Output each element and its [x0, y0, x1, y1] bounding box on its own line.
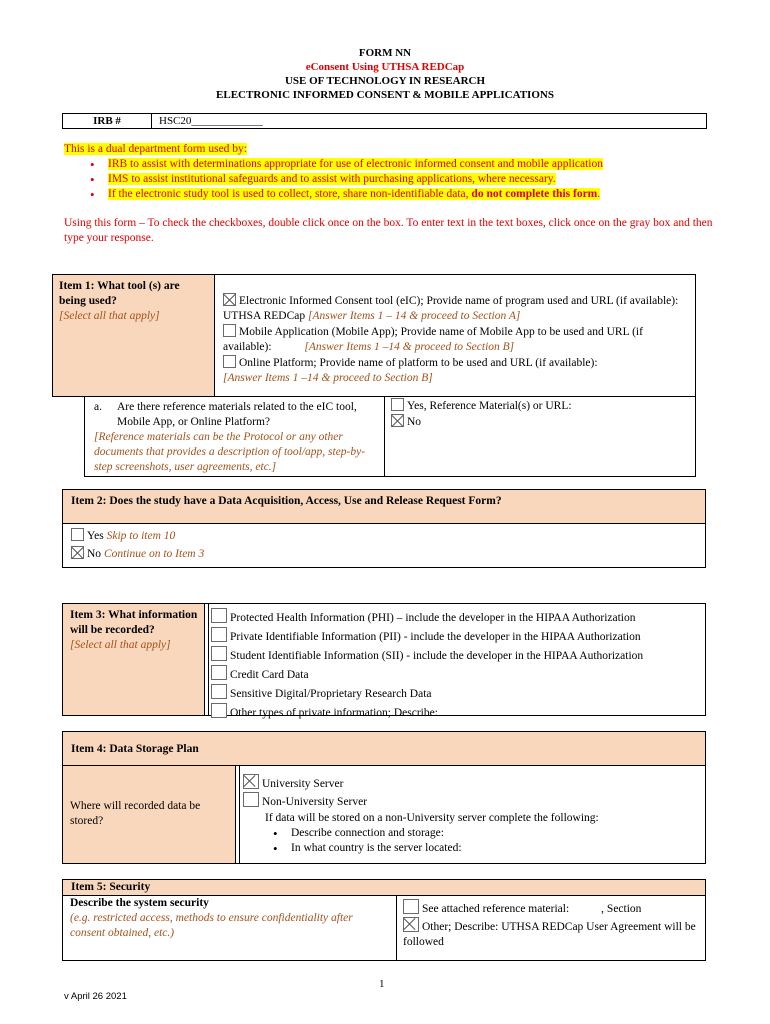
instructions: Using this form – To check the checkboxes, double click once on the box. To enter text in the text boxes, click once on the gray box and then type your response.: [64, 217, 713, 244]
item3-option-pii: Private Identifiable Information (PII) - include the developer in the HIPAA Authorization: [230, 631, 641, 643]
item2-title: Item 2: Does the study have a Data Acquisition, Access, Use and Release Request Form?: [71, 495, 502, 507]
irb-label: IRB #: [93, 115, 121, 127]
item5-option-attached-section: , Section: [601, 903, 642, 915]
intro-bullet-ims: IMS to assist institutional safeguards and to assist with purchasing applications, where necessary.: [108, 173, 556, 185]
item4-question: Where will recorded data be stored?: [70, 800, 201, 827]
item1-option3-note: [Answer Items 1 –14 & proceed to Section B]: [223, 372, 433, 384]
item3-option-sii: Student Identifiable Information (SII) - include the developer in the HIPAA Authorization: [230, 650, 644, 662]
form-title-line1: USE OF TECHNOLOGY IN RESEARCH: [284, 75, 486, 87]
item5-title: Item 5: Security: [71, 881, 151, 893]
item3-option-sensitive: Sensitive Digital/Proprietary Research Data: [230, 688, 432, 700]
item2-box: [62, 489, 706, 568]
irb-number-field[interactable]: HSC20_____________: [159, 115, 263, 127]
item4-bullet-connection: • Describe connection and storage:: [265, 826, 703, 841]
university-server-checkbox[interactable]: [243, 774, 259, 789]
item2-no-note: Continue on to Item 3: [103, 548, 205, 560]
form-header: [0, 46, 770, 102]
item4-bullet-country: • In what country is the server located:: [265, 841, 703, 856]
item3-option-other: Other types of private information; Describe:: [230, 707, 438, 719]
item3-title: Item 3: What information will be recorded?: [70, 609, 198, 636]
item4-instruction: If data will be stored on a non-University server complete the following:: [265, 812, 599, 824]
mobile-app-checkbox[interactable]: [223, 324, 236, 337]
intro-lead: This is a dual department form used by:: [64, 143, 248, 155]
item3-note: [Select all that apply]: [70, 639, 171, 651]
item1-box: [52, 274, 696, 397]
item1-option-online-platform: Online Platform; Provide name of platform to be used and URL (if available):: [223, 355, 693, 371]
item5-note: (e.g. restricted access, methods to ensure confidentiality after consent obtained, etc.): [70, 912, 353, 939]
item2-yes-checkbox[interactable]: [71, 528, 84, 541]
item2-yes-note: Skip to item 10: [106, 530, 176, 542]
form-title-line2: ELECTRONIC INFORMED CONSENT & MOBILE APPLICATIONS: [216, 89, 554, 101]
form-subtitle: eConsent Using UTHSA REDCap: [305, 61, 465, 73]
item3-box: [62, 603, 706, 719]
non-university-server-checkbox[interactable]: [243, 792, 259, 807]
sensitive-data-checkbox[interactable]: [211, 684, 227, 699]
item1a-letter: a.: [94, 401, 102, 413]
pii-checkbox[interactable]: [211, 627, 227, 642]
item5-box: [62, 879, 706, 961]
ref-material-no-label: No: [407, 416, 422, 428]
intro-block: [64, 142, 714, 202]
other-private-checkbox[interactable]: [211, 703, 227, 718]
item5-subtitle: Describe the system security: [70, 897, 209, 909]
item1a-box: [84, 397, 696, 477]
attached-reference-checkbox[interactable]: [403, 899, 419, 914]
other-security-checkbox[interactable]: [403, 917, 419, 932]
item4-option-university: University Server: [262, 778, 344, 790]
item1-title: Item 1: What tool (s) are being used?: [59, 280, 180, 307]
item4-title: Item 4: Data Storage Plan: [71, 743, 199, 755]
item4-option-non-university: Non-University Server: [262, 796, 368, 808]
item1-note: [Select all that apply]: [59, 310, 160, 322]
irb-row: [62, 113, 707, 129]
eic-checkbox[interactable]: [223, 293, 236, 306]
intro-bullet-irb: IRB to assist with determinations appropriate for use of electronic informed consent and mobile application: [108, 158, 604, 170]
sii-checkbox[interactable]: [211, 646, 227, 661]
intro-bullet-nonidentifiable: If the electronic study tool is used to collect, store, share non-identifiable data, do not complete this form.: [108, 188, 601, 200]
version-date: v April 26 2021: [64, 991, 127, 1002]
ref-material-yes-label: Yes, Reference Material(s) or URL:: [407, 400, 572, 412]
item4-box: [62, 731, 706, 864]
phi-checkbox[interactable]: [211, 608, 227, 623]
item1a-question: Are there reference materials related to the eIC tool, Mobile App, or Online Platform?: [117, 401, 357, 428]
item2-yes-label: Yes: [87, 530, 104, 542]
item3-option-credit-card: Credit Card Data: [230, 669, 309, 681]
item3-option-phi: Protected Health Information (PHI) – include the developer in the HIPAA Authorization: [230, 612, 636, 624]
credit-card-checkbox[interactable]: [211, 665, 227, 680]
item5-option-attached: See attached reference material:: [422, 903, 570, 915]
page-number: 1: [379, 978, 385, 990]
item2-no-label: No: [87, 548, 102, 560]
item1-option-eic: Electronic Informed Consent tool (eIC); Provide name of program used and URL (if available): UTHSA REDCap [Answer Items 1 – 14 & proceed to Section A]: [223, 295, 679, 322]
item1a-note: [Reference materials can be the Protocol or any other documents that provides a description of tool/app, step-by-step screenshots, user agreements, etc.]: [94, 431, 366, 473]
item1-option-mobile-app: Mobile Application (Mobile App); Provide name of Mobile App to be used and URL (if available): [Answer Items 1 –14 & proceed to Section B]: [223, 326, 643, 353]
item2-no-checkbox[interactable]: [71, 546, 84, 559]
online-platform-checkbox[interactable]: [223, 355, 236, 368]
item5-option-other: Other; Describe: UTHSA REDCap User Agreement will be followed: [403, 921, 696, 948]
form-number: FORM NN: [358, 47, 412, 59]
ref-material-no-checkbox[interactable]: [391, 414, 404, 427]
ref-material-yes-checkbox[interactable]: [391, 398, 404, 411]
